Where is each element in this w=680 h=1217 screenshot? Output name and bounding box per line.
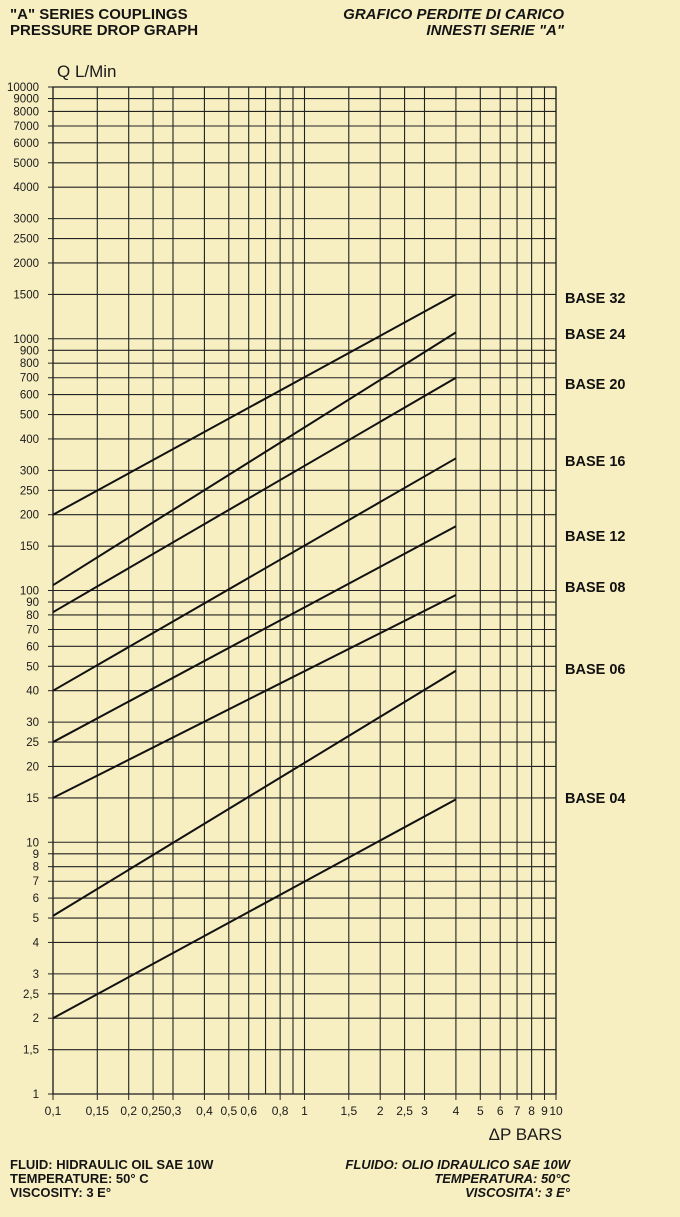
series-label: BASE 24 [565,327,626,343]
y-tick-label: 8000 [13,106,39,119]
x-tick-label: 4 [452,1104,460,1118]
y-tick-label: 90 [26,597,39,610]
x-tick-label: 0,5 [220,1104,238,1118]
x-tick-label: 0,8 [271,1104,289,1118]
y-tick-label: 30 [26,717,39,730]
x-axis-title: ΔP BARS [488,1125,562,1144]
y-tick-label: 300 [19,465,39,478]
footer-right-line-3: VISCOSITA': 3 E° [465,1185,570,1200]
y-tick-label: 7 [32,876,39,889]
x-tick-label: 0,6 [240,1104,258,1118]
y-tick-label: 5 [32,913,39,926]
y-tick-label: 20 [26,761,39,774]
footer-right-line-1: FLUIDO: OLIO IDRAULICO SAE 10W [345,1157,570,1172]
y-tick-label: 70 [26,624,39,637]
x-tick-label: 0,3 [164,1104,182,1118]
x-tick-label: 7 [513,1104,521,1118]
y-tick-label: 9 [32,848,39,861]
y-tick-label: 6 [32,893,39,906]
x-tick-label: 1 [301,1104,308,1118]
series-line-base-24 [53,332,456,585]
footer-right-line-2: TEMPERATURA: 50°C [434,1171,570,1186]
x-tick-label: 0,15 [85,1104,109,1118]
series-label: BASE 06 [565,662,626,678]
footer-left [10,1158,213,1200]
y-tick-label: 150 [19,541,39,554]
x-tick-label: 6 [496,1104,504,1118]
y-tick-label: 10000 [7,82,39,94]
footer-left-line-2: TEMPERATURE: 50° C [10,1171,149,1186]
series-line-base-06 [53,671,456,916]
y-tick-label: 10 [26,837,39,850]
series-label: BASE 08 [565,580,626,596]
series-line-base-32 [53,294,456,514]
y-tick-label: 1500 [13,289,39,302]
series-label: BASE 04 [565,791,626,807]
y-tick-label: 600 [19,389,39,402]
y-tick-label: 100 [19,585,39,598]
y-axis-title: Q L/Min [57,62,117,81]
series-label: BASE 20 [565,377,626,393]
y-tick-label: 1000 [13,333,39,346]
series-label: BASE 32 [565,291,626,307]
y-tick-label: 500 [19,409,39,422]
y-tick-label: 9000 [13,93,39,106]
series-line-base-08 [53,595,456,798]
x-tick-label: 2,5 [396,1104,413,1118]
series-line-base-20 [53,378,456,612]
series-label: BASE 16 [565,454,626,470]
y-tick-label: 50 [26,661,39,674]
x-tick-label: 0,4 [196,1104,213,1118]
y-tick-label: 80 [26,609,39,622]
footer-right [345,1158,570,1200]
series-label: BASE 12 [565,529,626,545]
y-tick-label: 15 [26,792,39,805]
y-tick-label: 1,5 [23,1044,39,1057]
y-tick-label: 2500 [13,233,39,246]
y-tick-label: 5000 [13,157,39,170]
y-tick-label: 8 [32,861,39,874]
y-tick-label: 800 [19,358,39,371]
x-tick-label: 10 [549,1104,563,1118]
footer-left-line-1: FLUID: HIDRAULIC OIL SAE 10W [10,1157,214,1172]
header-right-line-1: GRAFICO PERDITE DI CARICO [343,6,564,23]
y-tick-label: 1 [32,1089,39,1101]
x-tick-label: 3 [421,1104,428,1118]
y-tick-label: 900 [19,345,39,358]
y-tick-label: 2 [32,1013,39,1026]
y-tick-label: 2,5 [23,988,39,1001]
series-line-base-16 [53,458,456,690]
x-tick-label: 8 [528,1104,535,1118]
y-tick-label: 40 [26,685,39,698]
x-tick-label: 2 [376,1104,384,1118]
x-tick-label: 0,25 [141,1104,165,1118]
y-tick-label: 60 [26,641,39,654]
x-tick-label: 5 [476,1104,484,1118]
series-line-base-12 [53,526,456,742]
header-left-line-1: "A" SERIES COUPLINGS [10,6,188,23]
series-line-base-04 [53,799,456,1018]
x-tick-label: 0,2 [120,1104,138,1118]
y-tick-label: 250 [19,485,39,498]
x-tick-label: 1,5 [340,1104,358,1118]
y-tick-label: 25 [26,737,39,750]
header-right-line-2: INNESTI SERIE "A" [426,22,564,39]
y-tick-label: 4 [32,937,39,950]
footer-left-line-3: VISCOSITY: 3 E° [10,1185,112,1200]
y-tick-label: 700 [19,372,39,385]
y-tick-label: 3000 [13,213,39,226]
y-tick-label: 6000 [13,137,39,150]
x-tick-label: 0,1 [44,1104,62,1118]
y-tick-label: 4000 [13,182,39,195]
y-tick-label: 3 [32,968,39,981]
y-tick-label: 400 [19,433,39,446]
y-tick-label: 2000 [13,257,39,270]
y-tick-label: 200 [19,509,39,522]
header-left-line-2: PRESSURE DROP GRAPH [10,22,199,39]
x-tick-label: 9 [541,1104,548,1118]
y-tick-label: 7000 [13,120,39,133]
